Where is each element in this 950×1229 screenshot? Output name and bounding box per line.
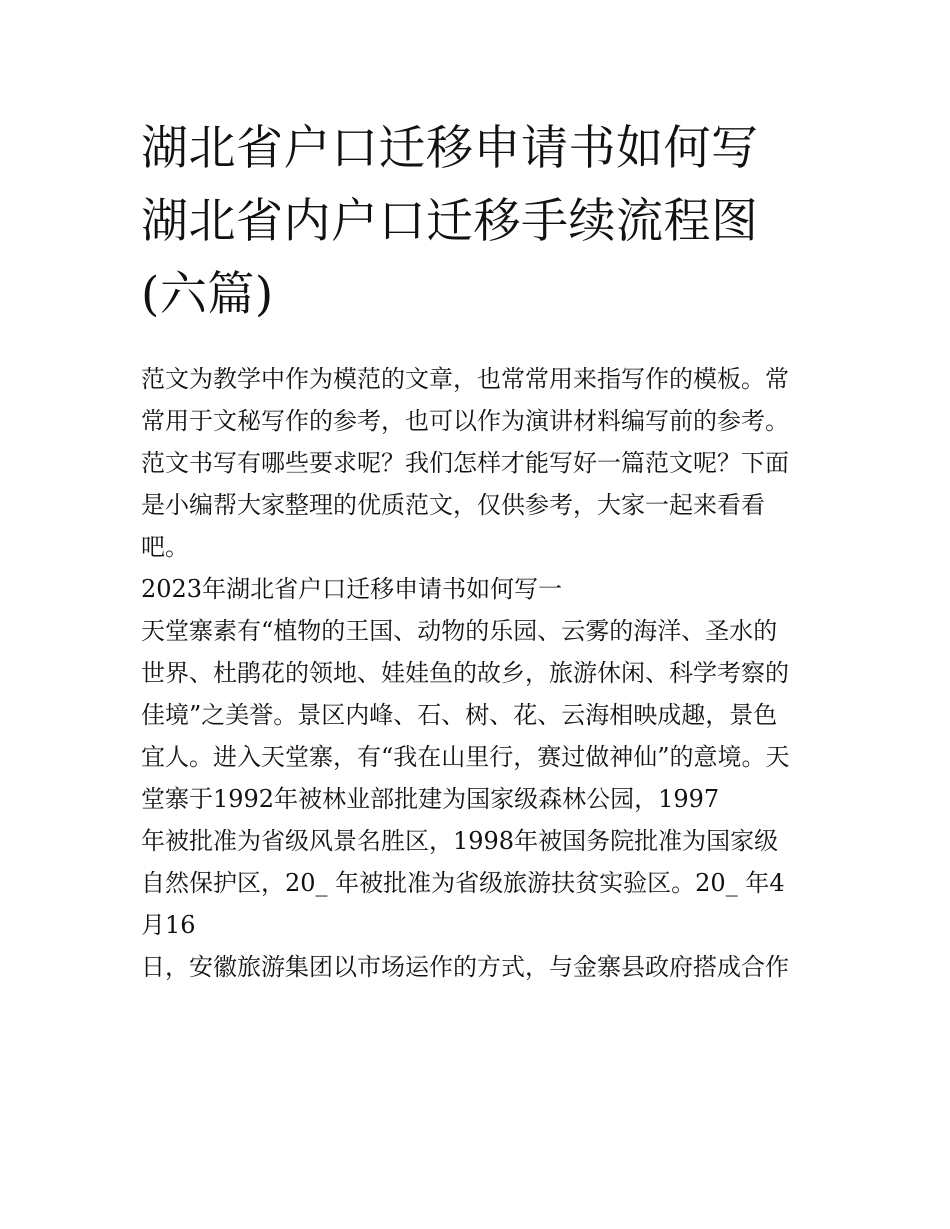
intro-line: 常用于文秘写作的参考，也可以作为演讲材料编写前的参考。 — [141, 407, 789, 435]
paragraph-line: 日，安徽旅游集团以市场运作的方式，与金寨县政府搭成合作 — [141, 953, 789, 981]
title-line: (六篇) — [141, 267, 274, 322]
title-line: 湖北省内户口迁移手续流程图 — [141, 194, 759, 249]
section-heading: 2023年湖北省户口迁移申请书如何写一 — [141, 575, 563, 603]
paragraph-line: 宜人。进入天堂寨，有“我在山里行，赛过做神仙”的意境。天 — [141, 743, 790, 771]
intro-line: 是小编帮大家整理的优质范文，仅供参考，大家一起来看看 — [141, 491, 765, 519]
paragraph-line: 佳境”之美誉。景区内峰、石、树、花、云海相映成趣，景色 — [141, 701, 778, 729]
paragraph-line: 自然保护区，20_ 年被批准为省级旅游扶贫实验区。20_ 年4 — [141, 869, 785, 897]
intro-line: 吧。 — [141, 533, 189, 561]
paragraph-line: 月16 — [141, 911, 196, 939]
title-line: 湖北省户口迁移申请书如何写 — [141, 121, 759, 176]
document-title — [141, 112, 821, 331]
intro-line: 范文书写有哪些要求呢？我们怎样才能写好一篇范文呢？下面 — [141, 449, 789, 477]
document-body — [141, 358, 831, 988]
paragraph-line: 年被批准为省级风景名胜区，1998年被国务院批准为国家级 — [141, 827, 779, 855]
paragraph-line: 堂寨于1992年被林业部批建为国家级森林公园，1997 — [141, 785, 720, 813]
intro-line: 范文为教学中作为模范的文章，也常常用来指写作的模板。常 — [141, 365, 789, 393]
paragraph-line: 世界、杜鹃花的领地、娃娃鱼的故乡，旅游休闲、科学考察的 — [141, 659, 789, 687]
paragraph-line: 天堂寨素有“植物的王国、动物的乐园、云雾的海洋、圣水的 — [141, 617, 778, 645]
